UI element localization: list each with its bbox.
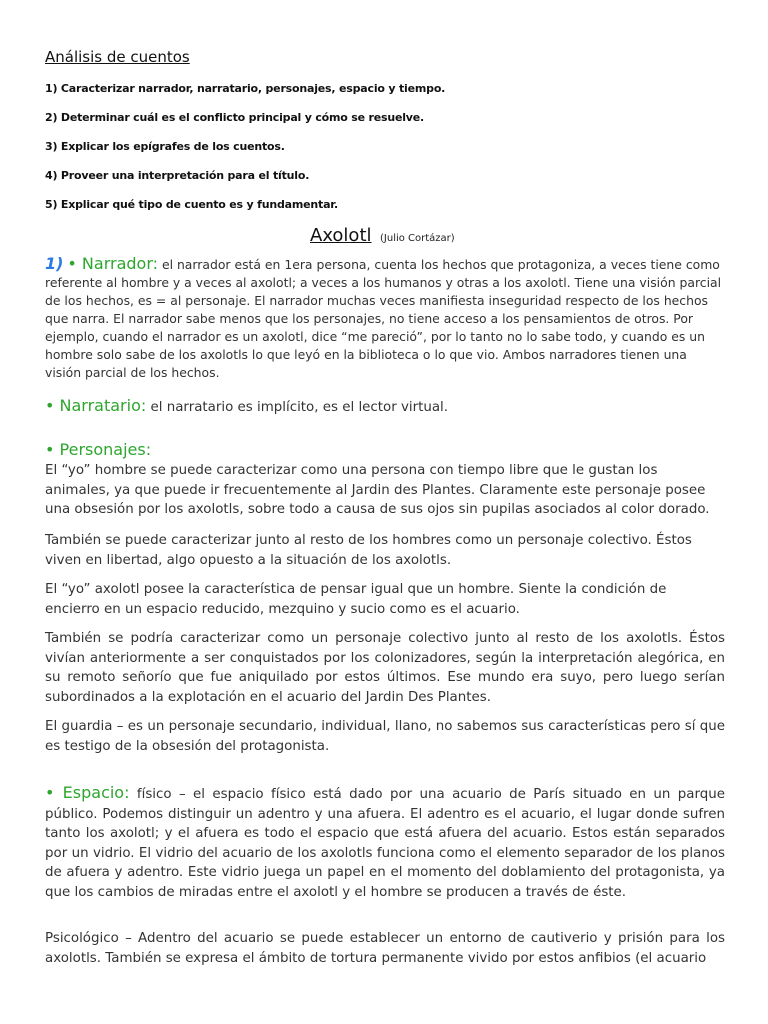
personajes-paragraph-1: El “yo” hombre se puede caracterizar como una persona con tiempo libre que le gustan los animales, ya que puede ir frecuentemente al Jardin des Plantes. Claramente este personaje posee una obsesión por los axolotls, sobre todo a causa de sus ojos sin pupilas asociados al color dorado.: [45, 463, 710, 517]
narratario-heading: • Narratario:: [45, 396, 147, 415]
espacio-psicologico: Psicológico – Adentro del acuario se puede establecer un entorno de cautiverio y prisión para los axolotls. También se expresa el ámbito de tortura permanente vivido por estos anfibios (el acuario: [45, 931, 725, 966]
espacio-section: [45, 783, 725, 902]
story-title: Axolotl: [310, 225, 372, 246]
question-1: 1) Caracterizar narrador, narratario, personajes, espacio y tiempo.: [45, 82, 446, 95]
personajes-heading-block: [45, 440, 725, 462]
narrador-section: [45, 255, 725, 382]
narrador-text: el narrador está en 1era persona, cuenta los hechos que protagoniza, a veces tiene como referente al hombre y a veces al axolotl; a veces a los humanos y otras a los axolotl. Tiene una visión parcial de los hechos, es = al personaje. El narrador muchas veces manifiesta inseguridad respecto de los hechos que narra. El narrador sabe menos que los personajes, no tiene acceso a los pensamientos de otros. Por ejemplo, cuando el narrador es un axolotl, dice “me pareció”, por lo tanto no lo sabe todo, y cuando es un hombre solo sabe de los axolotls lo que leyó en la biblioteca o lo que vio. Ambos narradores tienen una visión parcial de los hechos.: [45, 257, 722, 380]
question-5: 5) Explicar qué tipo de cuento es y fundamentar.: [45, 198, 338, 211]
personajes-paragraph-5: El guardia – es un personaje secundario, individual, llano, no sabemos sus características pero sí que es testigo de la obsesión del protagonista.: [45, 719, 725, 754]
narratario-text: el narratario es implícito, es el lector virtual.: [146, 400, 449, 415]
narratario-section: [45, 396, 725, 418]
document-title: Análisis de cuentos: [45, 48, 190, 66]
question-2: 2) Determinar cuál es el conflicto principal y cómo se resuelve.: [45, 111, 425, 124]
espacio-heading: • Espacio:: [45, 783, 130, 802]
section-number: 1): [45, 254, 64, 273]
story-author: (Julio Cortázar): [380, 233, 455, 244]
personajes-paragraph-3: El “yo” axolotl posee la característica de pensar igual que un hombre. Siente la condición de encierro en un espacio reducido, mezquino y sucio como es el acuario.: [45, 582, 667, 617]
personajes-paragraph-4: También se podría caracterizar como un personaje colectivo junto al resto de los axolotls. Éstos vivían anteriormente a ser conquistados por los colonizadores, según la interpretación alegórica, en su remoto señorío que fue aniquilado por estos últimos. Ese mundo era suyo, pero luego serían subordinados a la explotación en el acuario del Jardin Des Plantes.: [45, 631, 725, 705]
espacio-text: físico – el espacio físico está dado por una acuario de París situado en un parque público. Podemos distinguir un adentro y una afuera. El adentro es el acuario, el lugar donde sufren tanto los axolotl; y el afuera es todo el espacio que está afuera del acuario. Estos están separados por un vidrio. El vidrio del acuario de los axolotls funciona como el elemento separador de los planos de afuera y adentro. Este vidrio juega un papel en el momento del doblamiento del protagonista, ya que los cambios de miradas entre el axolotl y el hombre se producen a través de éste.: [45, 787, 725, 900]
personajes-paragraph-2: También se puede caracterizar junto al resto de los hombres como un personaje colectivo. Éstos viven en libertad, algo opuesto a la situación de los axolotls.: [45, 533, 692, 568]
narrador-heading: • Narrador:: [67, 254, 159, 273]
question-3: 3) Explicar los epígrafes de los cuentos.: [45, 140, 285, 153]
question-4: 4) Proveer una interpretación para el título.: [45, 169, 310, 182]
personajes-heading: • Personajes:: [45, 440, 152, 459]
